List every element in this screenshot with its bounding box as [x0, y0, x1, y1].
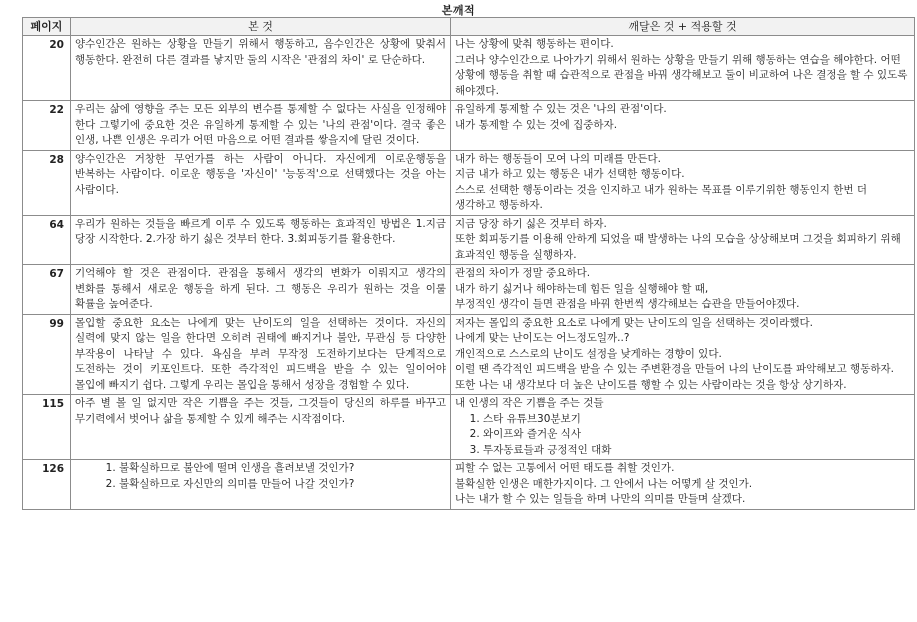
list-item: 3. 투자동료들과 긍정적인 대화 — [483, 443, 910, 459]
applied-cell — [451, 314, 915, 395]
applied-cell — [451, 36, 915, 101]
applied-line: 이럴 땐 즉각적인 피드백을 받을 수 있는 주변환경을 만들어 나의 난이도를 파악해보고 행동하자. 또한 나는 내 생각보다 더 높은 난이도를 행할 수 있는 사람이라는 것을 항상 상기하자. — [455, 363, 894, 391]
page-number: 28 — [23, 150, 71, 215]
page-number: 22 — [23, 101, 71, 151]
applied-line: 개인적으로 스스로의 난이도 설정을 낮게하는 경향이 있다. — [455, 347, 722, 360]
applied-line: 그러나 양수인간으로 나아가기 위해서 원하는 상황을 만들기 위해 행동하는 연습을 해야한다. 어떤 상황에 행동을 취할 때 습관적으로 관점을 바꿔 생각해보고 둘이 비교하여 나은 결정을 할 수 있도록 해야겠다. — [455, 53, 908, 97]
page-number: 99 — [23, 314, 71, 395]
applied-cell — [451, 215, 915, 265]
table-row — [23, 101, 915, 151]
applied-line: 유일하게 통제할 수 있는 것은 '나의 관점'이다. — [455, 103, 667, 115]
document-title: 본깨적 — [441, 4, 476, 17]
applied-line: 관점의 차이가 정말 중요하다. — [455, 267, 591, 279]
list-item: 1. 스타 유튜브30분보기 — [483, 412, 910, 428]
table-row — [23, 460, 915, 510]
table-row — [23, 265, 915, 315]
list-item: 1. 불확실하므로 불안에 떨며 인생을 흘려보낼 것인가? — [119, 461, 446, 477]
applied-cell — [451, 460, 915, 510]
seen-cell: 양수인간은 원하는 상황을 만들기 위해서 행동하고, 음수인간은 상황에 맞춰서 행동한다. 완전히 다른 결과를 낳지만 둘의 시작은 '관점의 차이' 로 단순하다. — [71, 36, 451, 101]
table-row — [23, 36, 915, 101]
applied-cell — [451, 150, 915, 215]
question-list — [75, 461, 446, 492]
header-row — [23, 18, 915, 36]
page-number: 126 — [23, 460, 71, 510]
applied-line: 지금 내가 하고 있는 행동은 내가 선택한 행동이다. — [455, 168, 685, 180]
notes-table — [22, 17, 915, 510]
table-row — [23, 215, 915, 265]
seen-cell: 몰입할 중요한 요소는 나에게 맞는 난이도의 일을 선택하는 것이다. 자신의 실력에 맞지 않는 일을 한다면 오히려 권태에 빠지거나 불안, 무관심 등 다양한 부작용이 나타날 수 있다. 욕심을 부려 무작정 도전하기보다는 단계적으로 도전하는 것이 키포인트다. 또한 즉각적인 피드백을 받을 수 있는 일이어야 몰입에 빠지기 쉽다. 그렇게 우리는 몰입을 통해서 성장을 경험할 수 있다. — [71, 314, 451, 395]
applied-line: 부정적인 생각이 들면 관점을 바꿔 한번씩 생각해보는 습관을 만들어야겠다. — [455, 298, 800, 310]
applied-line: 내가 하는 행동들이 모여 나의 미래를 만든다. — [455, 152, 661, 165]
page-number: 115 — [23, 395, 71, 460]
applied-line: 나에게 맞는 난이도는 어느정도일까..? — [455, 332, 630, 344]
applied-line: 피할 수 없는 고통에서 어떤 태도를 취할 것인가. — [455, 462, 675, 474]
seen-cell — [71, 460, 451, 510]
applied-list-title: 내 인생의 작은 기쁨을 주는 것들 — [455, 397, 604, 409]
seen-cell: 양수인간은 거창한 무언가를 하는 사람이 아니다. 자신에게 이로운행동을 반복하는 사람이다. 이로운 행동을 '자신이' '능동적'으로 선택했다는 것을 아는 사람이다. — [71, 150, 451, 215]
header-page: 페이지 — [23, 18, 71, 36]
applied-line: 불확실한 인생은 매한가지이다. 그 안에서 나는 어떻게 살 것인가. — [455, 477, 753, 490]
applied-line: 저자는 몰입의 중요한 요소로 나에게 맞는 난이도의 일을 선택하는 것이라했다. — [455, 316, 813, 329]
applied-cell — [451, 265, 915, 315]
seen-cell: 기억해야 할 것은 관점이다. 관점을 통해서 생각의 변화가 이뤄지고 생각의 변화를 통해서 새로운 행동을 하게 된다. 그 행동은 우리가 원하는 것을 이룰 확률을 높여준다. — [71, 265, 451, 315]
table-row — [23, 314, 915, 395]
page-number: 64 — [23, 215, 71, 265]
header-applied: 깨달은 것 + 적용할 것 — [451, 18, 915, 36]
list-item: 2. 와이프와 즐거운 식사 — [483, 427, 910, 443]
applied-cell — [451, 395, 915, 460]
seen-cell: 우리가 원하는 것들을 빠르게 이루 수 있도록 행동하는 효과적인 방법은 1.지금 당장 시작한다. 2.가장 하기 싫은 것부터 한다. 3.회피동기를 활용한다. — [71, 215, 451, 265]
header-seen: 본 것 — [71, 18, 451, 36]
table-row — [23, 150, 915, 215]
applied-line: 내가 하기 싫거나 해야하는데 힘든 일을 실행해야 할 때, — [455, 282, 709, 295]
applied-cell — [451, 101, 915, 151]
applied-line: 나는 상황에 맞춰 행동하는 편이다. — [455, 38, 614, 50]
page-number: 67 — [23, 265, 71, 315]
joy-list — [455, 412, 910, 459]
applied-line: 나는 내가 할 수 있는 일들을 하며 나만의 의미를 만들며 살겠다. — [455, 493, 746, 505]
list-item: 2. 불확실하므로 자신만의 의미를 만들어 나갈 것인가? — [119, 477, 446, 493]
applied-line: 지금 당장 하기 싫은 것부터 하자. — [455, 217, 607, 230]
applied-line: 내가 통제할 수 있는 것에 집중하자. — [455, 118, 618, 131]
applied-line: 스스로 선택한 행동이라는 것을 인지하고 내가 원하는 목표를 이루기위한 행동인지 한번 더 생각하고 행동하자. — [455, 183, 868, 211]
table-row — [23, 395, 915, 460]
page-number: 20 — [23, 36, 71, 101]
seen-cell: 우리는 삶에 영향을 주는 모든 외부의 변수를 통제할 수 없다는 사실을 인정해야 한다 그렇기에 중요한 것은 유일하게 통제할 수 있는 '나의 관점'이다. 결국 좋은 인생, 나쁜 인생은 우리가 어떤 마음으로 어떤 결과를 쌓을지에 달린 것이다. — [71, 101, 451, 151]
applied-line: 또한 회피동기를 이용해 안하게 되었을 때 발생하는 나의 모습을 상상해보며 그것을 회피하기 위해 효과적인 행동을 실행하자. — [455, 233, 901, 261]
seen-cell: 아주 별 볼 일 없지만 작은 기쁨을 주는 것들, 그것들이 당신의 하루를 바꾸고 무기력에서 벗어나 삶을 통제할 수 있게 해주는 시작점이다. — [71, 395, 451, 460]
